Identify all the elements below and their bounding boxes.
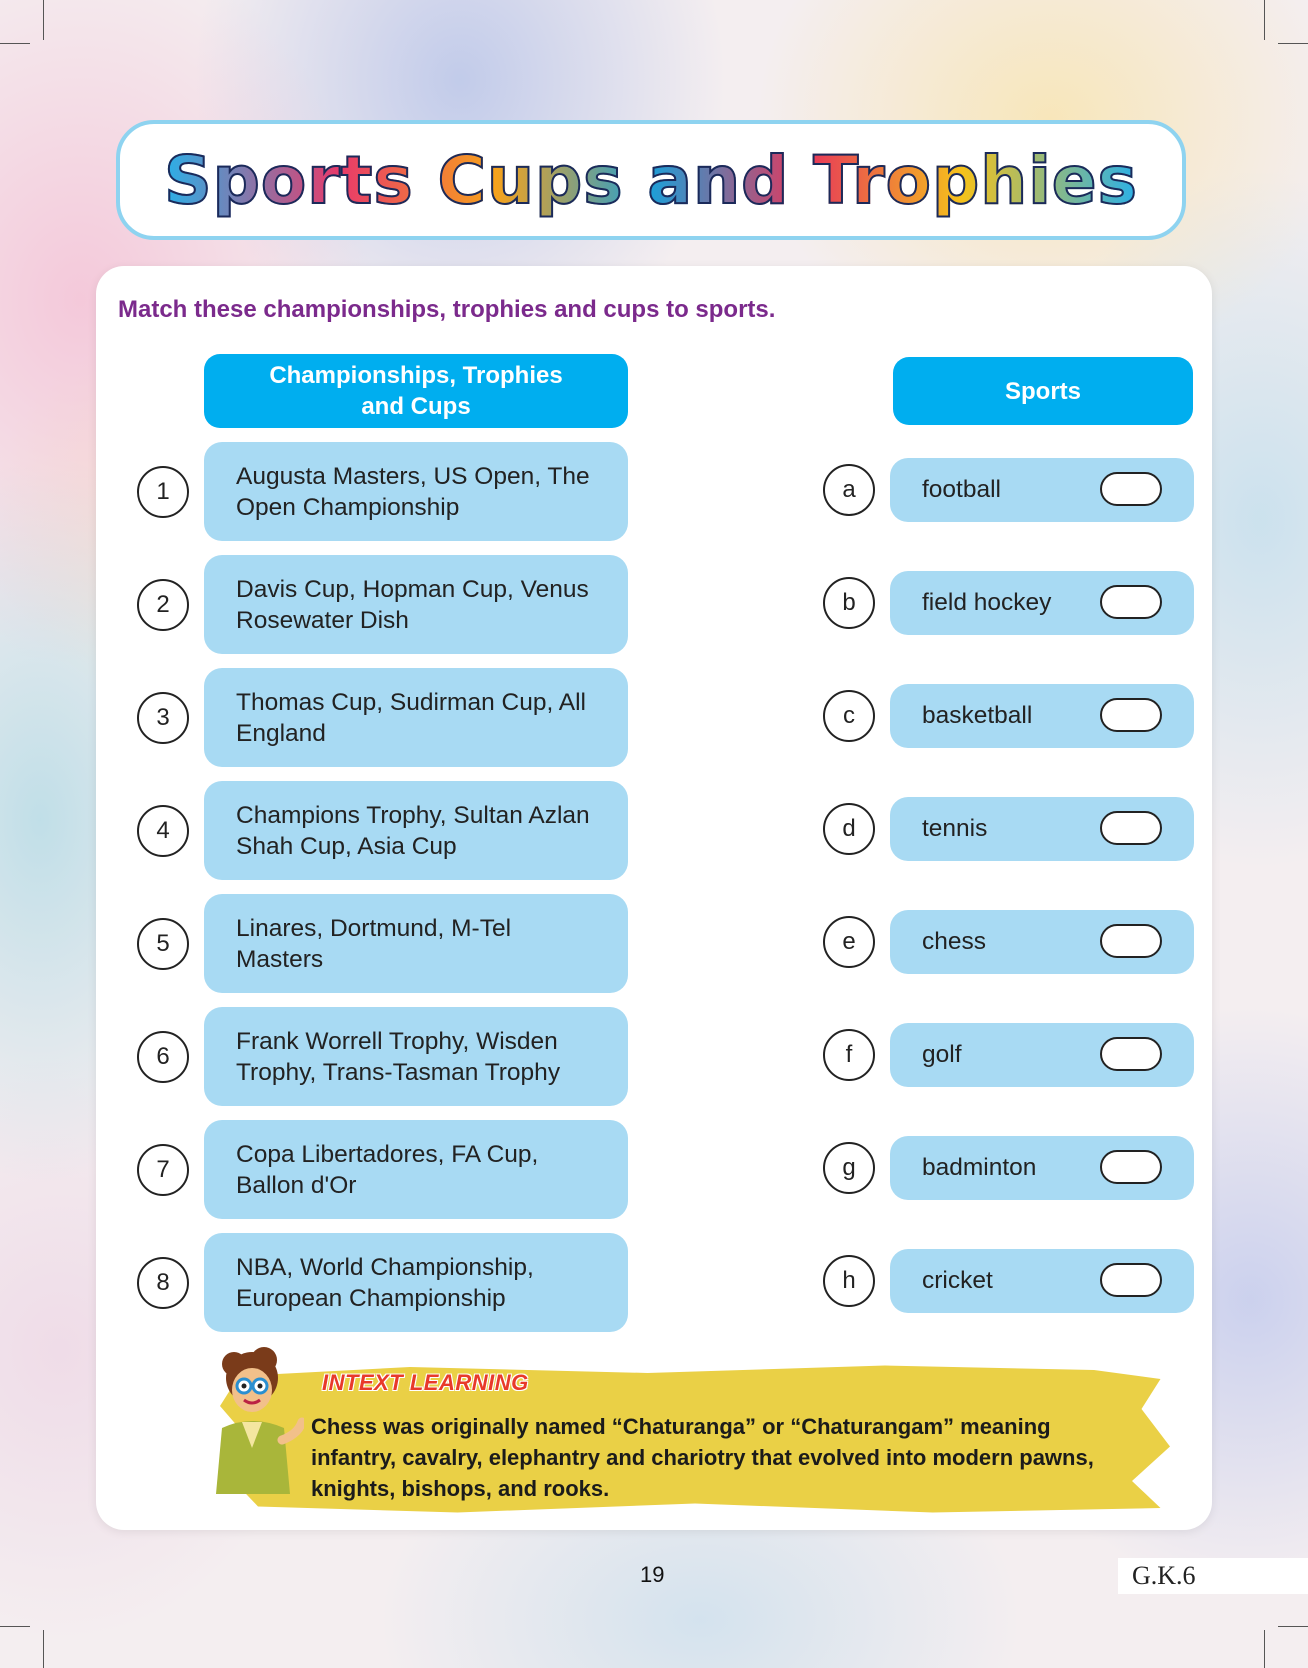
- championship-item: [204, 1120, 628, 1219]
- sport-letter-circle: d: [823, 803, 875, 855]
- header-line: and Cups: [361, 393, 471, 420]
- championship-line: England: [236, 719, 326, 747]
- sports-column-header: Sports: [893, 357, 1193, 425]
- sport-name: golf: [922, 1041, 962, 1068]
- championship-line: Trophy, Trans-Tasman Trophy: [236, 1058, 561, 1086]
- sport-item: [890, 1249, 1194, 1313]
- championship-item: [204, 442, 628, 541]
- sport-name: cricket: [922, 1267, 993, 1294]
- answer-slot-input[interactable]: [1100, 698, 1162, 732]
- championship-item: [204, 1007, 628, 1106]
- championship-line: Champions Trophy, Sultan Azlan: [236, 801, 590, 829]
- instruction-text: Match these championships, trophies and cups to sports.: [118, 296, 776, 323]
- sport-letter-circle: a: [823, 464, 875, 516]
- crop-mark: [0, 1626, 30, 1627]
- crop-mark: [43, 0, 44, 40]
- championship-line: NBA, World Championship,: [236, 1253, 534, 1281]
- sport-name: chess: [922, 928, 987, 955]
- championship-line: Ballon d'Or: [236, 1171, 357, 1199]
- crop-mark: [43, 1630, 44, 1668]
- sport-item: [890, 910, 1194, 974]
- crop-mark: [1264, 0, 1265, 40]
- answer-slot-input[interactable]: [1100, 924, 1162, 958]
- championship-line: Rosewater Dish: [236, 606, 409, 634]
- sport-letter-circle: e: [823, 916, 875, 968]
- item-number-circle: 3: [137, 692, 189, 744]
- sport-item: [890, 797, 1194, 861]
- championship-line: Masters: [236, 945, 324, 973]
- championship-item: [204, 555, 628, 654]
- item-number-circle: 8: [137, 1257, 189, 1309]
- sport-item: [890, 684, 1194, 748]
- sport-letter-circle: g: [823, 1142, 875, 1194]
- answer-slot-input[interactable]: [1100, 585, 1162, 619]
- championship-line: European Championship: [236, 1284, 506, 1312]
- answer-slot-input[interactable]: [1100, 1037, 1162, 1071]
- item-number-circle: 1: [137, 466, 189, 518]
- championship-line: Frank Worrell Trophy, Wisden: [236, 1027, 558, 1055]
- championship-line: Davis Cup, Hopman Cup, Venus: [236, 575, 589, 603]
- sport-name: field hockey: [922, 589, 1052, 616]
- championship-item: [204, 894, 628, 993]
- sport-name: basketball: [922, 702, 1033, 729]
- item-number-circle: 2: [137, 579, 189, 631]
- answer-slot-input[interactable]: [1100, 1150, 1162, 1184]
- intext-line: knights, bishops, and rooks.: [311, 1476, 610, 1501]
- championship-item: [204, 781, 628, 880]
- championship-item: [204, 668, 628, 767]
- sport-name: tennis: [922, 815, 988, 842]
- item-number-circle: 7: [137, 1144, 189, 1196]
- sport-letter-circle: c: [823, 690, 875, 742]
- championship-line: Augusta Masters, US Open, The: [236, 462, 590, 490]
- page-title: Sports Cups and Trophies: [164, 141, 1138, 219]
- championship-line: Thomas Cup, Sudirman Cup, All: [236, 688, 586, 716]
- sport-letter-circle: b: [823, 577, 875, 629]
- book-code: G.K.6: [1118, 1558, 1308, 1594]
- answer-slot-input[interactable]: [1100, 1263, 1162, 1297]
- answer-slot-input[interactable]: [1100, 811, 1162, 845]
- boy-character-icon: [194, 1344, 304, 1494]
- title-banner: [116, 120, 1186, 240]
- championships-column-header: [204, 354, 628, 428]
- page-number: 19: [640, 1562, 665, 1587]
- sport-item: [890, 1136, 1194, 1200]
- crop-mark: [1264, 1630, 1265, 1668]
- answer-slot-input[interactable]: [1100, 472, 1162, 506]
- sport-item: [890, 1023, 1194, 1087]
- sport-name: badminton: [922, 1154, 1037, 1181]
- item-number-circle: 4: [137, 805, 189, 857]
- championship-line: Shah Cup, Asia Cup: [236, 832, 457, 860]
- intext-learning-title: INTEXT LEARNING: [322, 1370, 529, 1395]
- intext-line: Chess was originally named “Chaturanga” or “Chaturangam” meaning: [311, 1414, 1051, 1439]
- sport-letter-circle: h: [823, 1255, 875, 1307]
- sport-name: football: [922, 476, 1002, 503]
- header-line: Championships, Trophies: [269, 362, 563, 389]
- championship-line: Linares, Dortmund, M-Tel: [236, 914, 512, 942]
- intext-line: infantry, cavalry, elephantry and chariotry that evolved into modern pawns,: [311, 1445, 1094, 1470]
- championship-line: Copa Libertadores, FA Cup,: [236, 1140, 539, 1168]
- crop-mark: [1278, 43, 1308, 44]
- item-number-circle: 5: [137, 918, 189, 970]
- sport-letter-circle: f: [823, 1029, 875, 1081]
- item-number-circle: 6: [137, 1031, 189, 1083]
- championship-item: [204, 1233, 628, 1332]
- sport-item: [890, 571, 1194, 635]
- crop-mark: [0, 43, 30, 44]
- crop-mark: [1278, 1626, 1308, 1627]
- intext-learning-text: [311, 1411, 1161, 1504]
- championship-line: Open Championship: [236, 493, 460, 521]
- sport-item: [890, 458, 1194, 522]
